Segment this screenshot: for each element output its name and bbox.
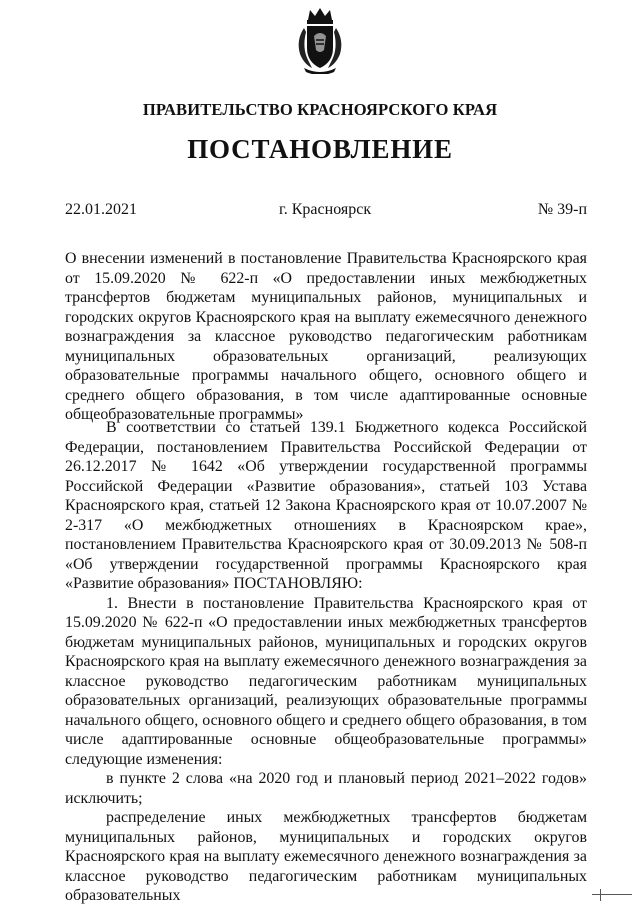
document-body	[65, 418, 587, 906]
item-1-paragraph: 1. Внести в постановление Правительства Красноярского края от 15.09.2020 № 622-п «О предоставлении иных межбюджетных трансфертов бюджетам муниципальных районов, муниципальных и городских округов Красноярского края на выплату ежемесячного денежного вознаграждения за классное руководство педагогическим работникам муниципальных образовательных организаций, реализующих образовательные программы начального общего, основного общего и среднего общего образования, в том числе адаптированные основные общеобразовательные программы» следующие изменения:	[65, 594, 587, 768]
change-2-paragraph: распределение иных межбюджетных трансфертов бюджетам муниципальных районов, муниципальных и городских округов Красноярского края на выплату ежемесячного денежного вознаграждения за классное руководство педагогическим работникам муниципальных образовательных	[65, 809, 587, 904]
government-name: ПРАВИТЕЛЬСТВО КРАСНОЯРСКОГО КРАЯ	[142, 100, 498, 119]
preamble-paragraph: В соответствии со статьей 139.1 Бюджетного кодекса Российской Федерации, постановлением Правительства Российской Федерации от 26.12.2017 № 1642 «Об утверждении государственной программы Российской Федерации «Развитие образования», статьей 103 Устава Красноярского края, статьей 12 Закона Красноярского края от 10.07.2007 № 2-317 «О межбюджетных отношениях в Красноярском крае», постановлением Правительства Красноярского края от 30.09.2013 № 508-п «Об утверждении государственной программы Красноярского края «Развитие образования» ПОСТАНОВЛЯЮ:	[65, 419, 587, 592]
document-number: № 39-п	[537, 201, 587, 218]
document-title: ПОСТАНОВЛЕНИЕ	[187, 134, 453, 164]
document-date: 22.01.2021	[65, 201, 137, 218]
scan-marks	[592, 889, 632, 901]
coat-of-arms-graphic	[294, 6, 346, 74]
coat-of-arms-icon	[294, 6, 346, 74]
document-meta	[65, 201, 587, 221]
document-city: г. Красноярск	[279, 201, 372, 218]
change-1-paragraph: в пункте 2 слова «на 2020 год и плановый период 2021–2022 годов» исключить;	[65, 770, 587, 807]
document-subject: О внесении изменений в постановление Правительства Красноярского края от 15.09.2020 № 622-п «О предоставлении иных межбюджетных трансфертов бюджетам муниципальных районов, муниципальных и городских округов Красноярского края на выплату ежемесячного денежного вознаграждения за классное руководство педагогическим работникам муниципальных образовательных организаций, реализующих образовательные программы начального общего, основного общего и среднего общего образования, в том числе адаптированные основные общеобразовательные программы»	[65, 250, 587, 423]
